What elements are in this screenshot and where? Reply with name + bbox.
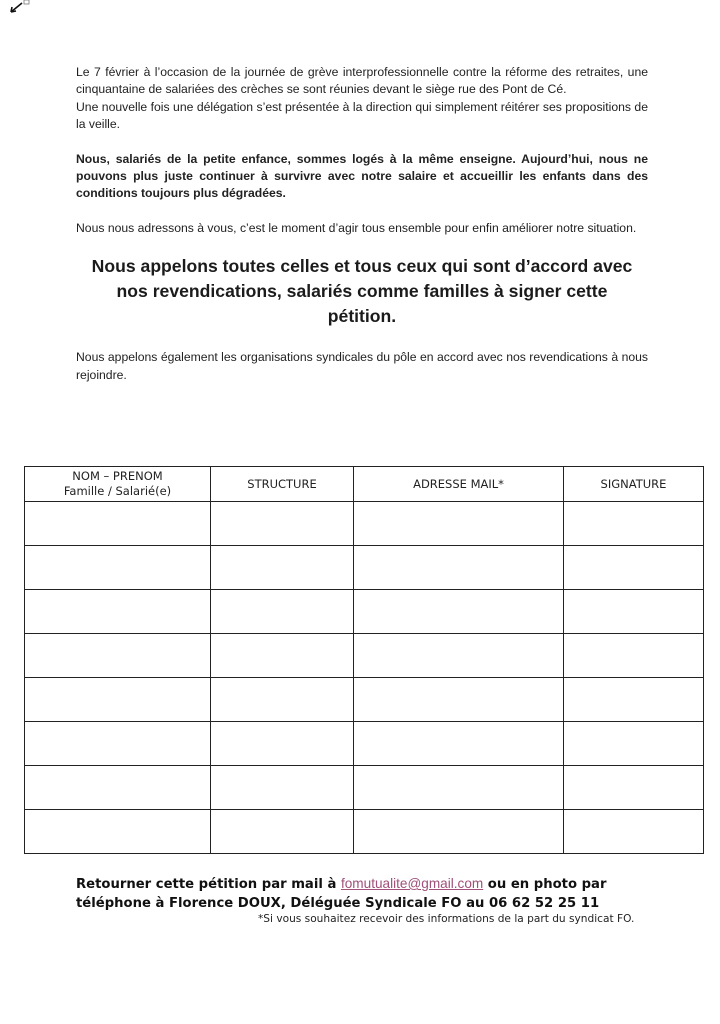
- unions-call-paragraph: Nous appelons également les organisations syndicales du pôle en accord avec nos revendications à nous rejoindre.: [76, 350, 648, 382]
- corner-arrow-icon: [8, 0, 32, 14]
- table-row: [25, 678, 704, 722]
- table-row: [25, 546, 704, 590]
- email-link[interactable]: fomutualite@gmail.com: [340, 876, 484, 891]
- signature-rows: [25, 502, 704, 854]
- structure-cell[interactable]: [211, 634, 354, 678]
- return-text-start: Retourner cette pétition par mail à: [76, 877, 341, 892]
- structure-cell[interactable]: [211, 678, 354, 722]
- signature-cell[interactable]: [564, 590, 704, 634]
- structure-cell[interactable]: [211, 722, 354, 766]
- name-cell[interactable]: [25, 634, 211, 678]
- email-cell[interactable]: [354, 766, 564, 810]
- structure-cell[interactable]: [211, 590, 354, 634]
- email-cell[interactable]: [354, 722, 564, 766]
- signature-cell[interactable]: [564, 634, 704, 678]
- email-cell[interactable]: [354, 546, 564, 590]
- header-signature: SIGNATURE: [564, 467, 704, 502]
- structure-cell[interactable]: [211, 546, 354, 590]
- email-cell[interactable]: [354, 810, 564, 854]
- table-header-row: [25, 467, 704, 502]
- email-cell[interactable]: [354, 590, 564, 634]
- signature-cell[interactable]: [564, 678, 704, 722]
- name-cell[interactable]: [25, 810, 211, 854]
- header-name-line1: NOM – PRENOM: [72, 469, 163, 483]
- signature-cell[interactable]: [564, 502, 704, 546]
- intro-paragraph: Le 7 février à l’occasion de la journée de grève interprofessionnelle contre la réforme des retraites, une cinquantaine de salariées des crèches se sont réunies devant le siège rue des Pont de Cé.: [76, 65, 648, 97]
- email-cell[interactable]: [354, 678, 564, 722]
- header-structure: STRUCTURE: [211, 467, 354, 502]
- table-row: [25, 766, 704, 810]
- header-email: ADRESSE MAIL*: [354, 467, 564, 502]
- appeal-heading: Nous appelons toutes celles et tous ceux qui sont d’accord avec nos revendications, salariés comme familles à signer cette pétition.: [91, 256, 633, 327]
- name-cell[interactable]: [25, 678, 211, 722]
- return-instructions: [76, 874, 676, 913]
- email-cell[interactable]: [354, 502, 564, 546]
- return-text-end: ou en photo par téléphone à Florence DOUX, Déléguée Syndicale FO au 06 62 52 25 11: [76, 877, 607, 911]
- table-row: [25, 634, 704, 678]
- petition-body: [76, 64, 648, 401]
- header-name-line2: Famille / Salarié(e): [63, 484, 172, 498]
- signature-cell[interactable]: [564, 722, 704, 766]
- address-paragraph: Nous nous adressons à vous, c’est le moment d’agir tous ensemble pour enfin améliorer notre situation.: [76, 220, 637, 235]
- name-cell[interactable]: [25, 590, 211, 634]
- structure-cell[interactable]: [211, 810, 354, 854]
- structure-cell[interactable]: [211, 502, 354, 546]
- name-cell[interactable]: [25, 722, 211, 766]
- signature-cell[interactable]: [564, 546, 704, 590]
- signature-cell[interactable]: [564, 810, 704, 854]
- table-row: [25, 590, 704, 634]
- structure-cell[interactable]: [211, 766, 354, 810]
- staff-paragraph: Nous, salariés de la petite enfance, sommes logés à la même enseigne. Aujourd’hui, nous ne pouvons plus juste continuer à survivre avec notre salaire et accueillir les enfants dans des conditions toujours plus dégradées.: [76, 151, 648, 201]
- table-row: [25, 722, 704, 766]
- table-row: [25, 810, 704, 854]
- signature-cell[interactable]: [564, 766, 704, 810]
- name-cell[interactable]: [25, 546, 211, 590]
- header-name: [25, 467, 211, 502]
- name-cell[interactable]: [25, 766, 211, 810]
- signature-table: [24, 466, 704, 854]
- table-row: [25, 502, 704, 546]
- footnote: *Si vous souhaitez recevoir des informations de la part du syndicat FO.: [258, 913, 635, 925]
- delegation-paragraph: Une nouvelle fois une délégation s’est présentée à la direction qui simplement réitérer ses propositions de la veille.: [76, 99, 648, 132]
- email-cell[interactable]: [354, 634, 564, 678]
- name-cell[interactable]: [25, 502, 211, 546]
